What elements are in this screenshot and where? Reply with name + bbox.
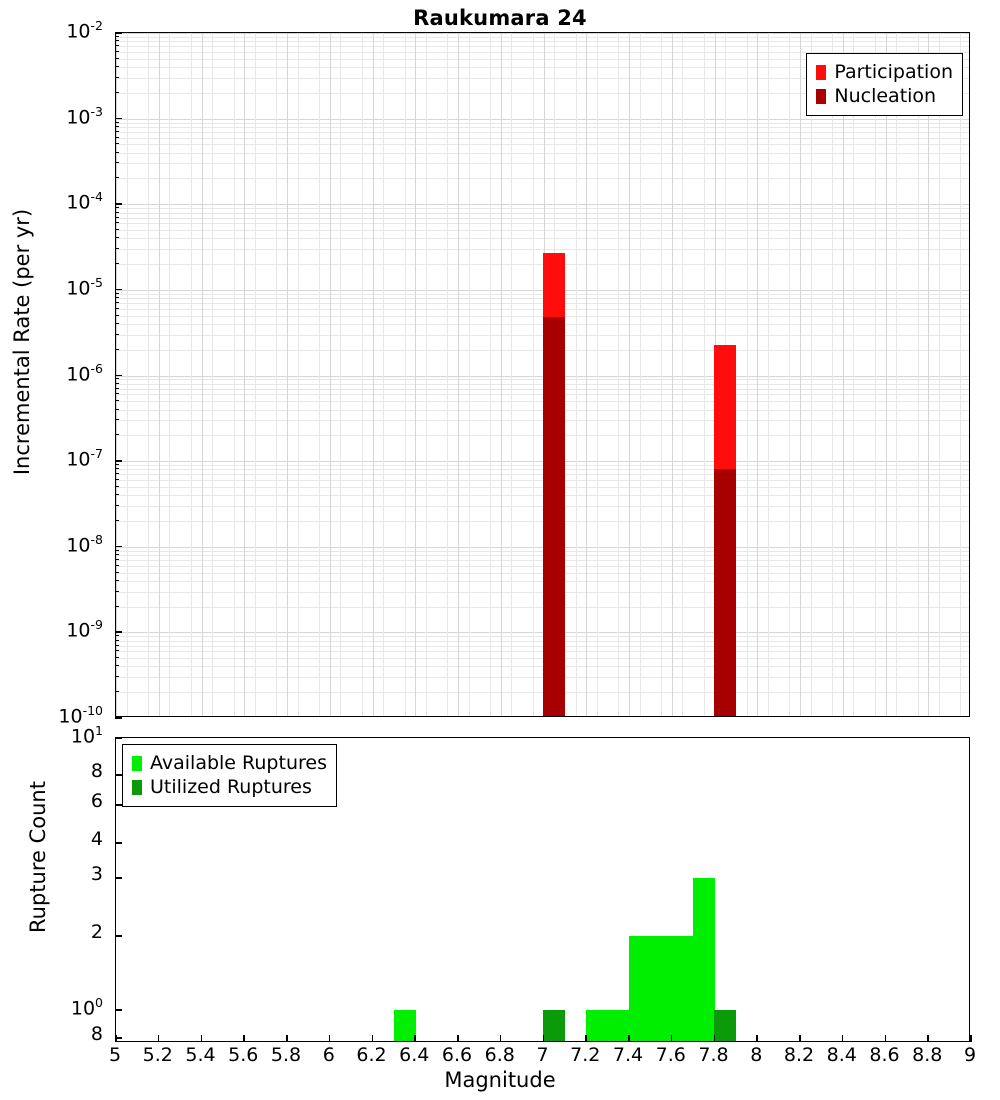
gridline [234, 33, 235, 716]
x-tick-label: 7.8 [698, 1044, 729, 1066]
y-tick-mark [115, 289, 122, 291]
y-tick-mark-minor [115, 51, 119, 52]
gridline [875, 33, 876, 716]
gridline [704, 33, 705, 716]
y-tick-mark-minor [115, 645, 119, 646]
bar-utilized-ruptures [714, 1010, 736, 1042]
x-tick-label: 5 [108, 1044, 122, 1066]
x-tick-mark [970, 1035, 972, 1042]
y-tick-mark [115, 631, 122, 633]
y-tick-mark-minor [115, 559, 119, 560]
gridline [832, 33, 833, 716]
y-tick-mark-minor [115, 650, 119, 651]
y-tick-mark-minor [115, 137, 119, 138]
gridline [340, 33, 341, 716]
x-tick-mark [585, 1035, 587, 1042]
y-tick-label-top: $10^{-10}$ [58, 703, 103, 728]
y-tick-mark-minor [115, 494, 119, 495]
y-tick-label-bottom: 8 [90, 1023, 103, 1045]
y-tick-mark-minor [115, 302, 119, 303]
y-tick-label-bottom: 2 [90, 921, 103, 943]
gridline [747, 33, 748, 716]
legend-swatch-nucleation [816, 89, 826, 104]
gridline [469, 33, 470, 716]
y-tick-mark-minor [115, 572, 119, 573]
y-tick-mark [115, 774, 122, 776]
y-tick-mark-minor [115, 323, 119, 324]
x-tick-mark [286, 1035, 288, 1042]
y-tick-mark-minor [115, 464, 119, 465]
legend-label-available-ruptures: Available Ruptures [150, 752, 327, 774]
y-tick-mark-minor [115, 657, 119, 658]
y-tick-mark [115, 460, 122, 462]
x-tick-mark [628, 1035, 630, 1042]
y-tick-mark-minor [115, 468, 119, 469]
gridline [276, 33, 277, 716]
legend-label-utilized-ruptures: Utilized Ruptures [150, 776, 312, 798]
legend-item-nucleation [816, 84, 953, 108]
gridline [490, 33, 491, 716]
x-tick-mark [714, 1035, 716, 1042]
y-tick-mark-minor [115, 520, 119, 521]
y-tick-mark-minor [115, 297, 119, 298]
x-tick-label: 8 [750, 1044, 763, 1066]
y-tick-mark [115, 935, 122, 937]
gridline [447, 33, 448, 716]
gridline [960, 33, 961, 716]
y-tick-mark-minor [115, 383, 119, 384]
y-tick-mark-minor [115, 349, 119, 350]
y-tick-mark-minor [115, 409, 119, 410]
gridline [287, 33, 288, 716]
x-tick-label: 9 [963, 1044, 977, 1066]
x-tick-mark [799, 1035, 801, 1042]
gridline [533, 33, 534, 716]
legend-label-nucleation: Nucleation [834, 85, 937, 107]
y-tick-mark-minor [115, 36, 119, 37]
y-tick-mark [115, 842, 122, 844]
x-tick-mark [927, 1035, 929, 1042]
y-tick-label-bottom: 3 [90, 863, 103, 885]
gridline [928, 33, 929, 716]
x-tick-label: 7.2 [570, 1044, 601, 1066]
y-tick-mark-minor [115, 177, 119, 178]
y-tick-mark-minor [115, 162, 119, 163]
y-tick-mark-minor [115, 388, 119, 389]
x-tick-mark [115, 1035, 117, 1042]
y-tick-mark-minor [115, 131, 119, 132]
x-tick-label: 6.4 [399, 1044, 430, 1066]
gridline [640, 33, 641, 716]
y-tick-mark-minor [115, 550, 119, 551]
gridline [886, 33, 887, 716]
y-tick-mark-minor [115, 640, 119, 641]
x-tick-label: 5.2 [142, 1044, 173, 1066]
y-tick-label-bottom: 8 [90, 760, 103, 782]
gridline [576, 33, 577, 716]
gridline [319, 33, 320, 716]
y-tick-mark [115, 877, 122, 879]
bar-available-ruptures [629, 936, 651, 1042]
legend-rate [806, 53, 963, 116]
gridline [853, 33, 854, 716]
legend-item-available-ruptures [132, 751, 327, 775]
gridline [362, 33, 363, 716]
gridline [682, 33, 683, 716]
y-tick-mark [115, 717, 122, 719]
x-tick-label: 6.8 [484, 1044, 515, 1066]
gridline [202, 33, 203, 716]
x-tick-label: 5.8 [270, 1044, 302, 1066]
y-tick-mark-minor [115, 126, 119, 127]
y-tick-mark-minor [115, 212, 119, 213]
gridline [415, 33, 416, 716]
y-tick-mark-minor [115, 229, 119, 230]
y-tick-mark [115, 32, 122, 34]
legend-label-participation: Participation [834, 61, 953, 83]
y-axis-label-bottom: Rupture Count [26, 781, 50, 933]
y-tick-mark [115, 203, 122, 205]
y-tick-mark-minor [115, 554, 119, 555]
gridline [896, 33, 897, 716]
bar-available-ruptures [394, 1010, 416, 1042]
y-tick-mark-minor [115, 152, 119, 153]
y-tick-label-top: $10^{-5}$ [66, 274, 103, 300]
y-tick-mark [115, 118, 122, 120]
y-axis-label-top: Incremental Rate (per yr) [10, 208, 34, 476]
x-tick-label: 8.8 [912, 1044, 943, 1066]
x-tick-mark [500, 1035, 502, 1042]
x-tick-mark [414, 1035, 416, 1042]
gridline [672, 33, 673, 716]
x-tick-label: 7.6 [655, 1044, 686, 1066]
x-tick-mark [158, 1035, 160, 1042]
y-tick-mark-minor [115, 606, 119, 607]
x-tick-label: 5.6 [228, 1044, 259, 1066]
gridline [330, 33, 331, 716]
gridline [169, 33, 170, 716]
x-tick-mark [842, 1035, 844, 1042]
gridline [405, 33, 406, 716]
y-tick-label-top: $10^{-6}$ [66, 360, 103, 385]
gridline [800, 33, 801, 716]
y-tick-label-top: $10^{-2}$ [66, 18, 103, 43]
y-tick-mark-minor [115, 580, 119, 581]
x-tick-mark [543, 1035, 545, 1042]
gridline [501, 33, 502, 716]
y-tick-mark-minor [115, 248, 119, 249]
bar-available-ruptures [650, 936, 672, 1042]
gridline [918, 33, 919, 716]
y-tick-mark [115, 804, 122, 806]
y-tick-label-top: $10^{-7}$ [66, 446, 103, 471]
bar-available-ruptures [586, 1010, 608, 1042]
gridline [811, 33, 812, 716]
y-tick-mark-minor [115, 143, 119, 144]
gridline [373, 33, 374, 716]
y-tick-mark-minor [115, 263, 119, 264]
y-tick-mark-minor [115, 308, 119, 309]
x-tick-mark [329, 1035, 331, 1042]
y-tick-mark-minor [115, 473, 119, 474]
gridline [458, 33, 459, 716]
y-tick-label-bottom: $10^0$ [70, 995, 103, 1020]
gridline [298, 33, 299, 716]
gridline [768, 33, 769, 716]
y-tick-mark-minor [115, 691, 119, 692]
x-tick-label: 6 [322, 1044, 335, 1066]
y-tick-label-bottom: 4 [90, 828, 103, 850]
legend-item-participation [816, 60, 953, 84]
y-tick-mark-minor [115, 635, 119, 636]
y-tick-mark-minor [115, 122, 119, 123]
y-tick-mark-minor [115, 66, 119, 67]
x-tick-label: 5.4 [185, 1044, 216, 1066]
y-tick-mark-minor [115, 400, 119, 401]
y-tick-mark-minor [115, 237, 119, 238]
x-tick-label: 8.6 [869, 1044, 900, 1066]
gridline [843, 33, 844, 716]
y-tick-mark-minor [115, 486, 119, 487]
legend-swatch-available-ruptures [132, 756, 142, 771]
gridline [661, 33, 662, 716]
gridline [939, 33, 940, 716]
legend-ruptures [122, 744, 337, 807]
gridline [212, 33, 213, 716]
y-tick-mark-minor [115, 676, 119, 677]
gridline [789, 33, 790, 716]
bar-nucleation [714, 469, 736, 717]
y-tick-label-top: $10^{-4}$ [66, 189, 103, 214]
gridline [127, 33, 128, 716]
gridline [586, 33, 587, 716]
y-tick-mark-minor [115, 393, 119, 394]
x-tick-mark [243, 1035, 245, 1042]
x-tick-mark [372, 1035, 374, 1042]
y-tick-mark [115, 1009, 122, 1011]
y-tick-mark-minor [115, 334, 119, 335]
y-tick-label-bottom: $10^1$ [70, 723, 103, 748]
y-tick-mark [115, 546, 122, 548]
gridline [511, 33, 512, 716]
y-tick-mark-minor [115, 77, 119, 78]
y-tick-mark-minor [115, 434, 119, 435]
x-tick-mark [201, 1035, 203, 1042]
incremental-rate-plot [115, 32, 970, 717]
x-tick-label: 8.4 [826, 1044, 857, 1066]
y-tick-mark-minor [115, 45, 119, 46]
y-tick-mark [115, 375, 122, 377]
y-tick-mark-minor [115, 293, 119, 294]
bar-nucleation [543, 317, 565, 717]
x-tick-label: 8.2 [783, 1044, 815, 1066]
x-tick-mark [885, 1035, 887, 1042]
gridline [244, 33, 245, 716]
x-tick-mark [457, 1035, 459, 1042]
y-tick-label-top: $10^{-3}$ [66, 103, 103, 128]
x-tick-label: 6.2 [356, 1044, 387, 1066]
y-tick-mark-minor [115, 315, 119, 316]
bar-utilized-ruptures [543, 1010, 565, 1042]
bar-available-ruptures [671, 936, 693, 1042]
y-tick-mark-minor [115, 40, 119, 41]
rupture-count-plot [115, 737, 970, 1042]
y-tick-mark-minor [115, 58, 119, 59]
y-tick-mark-minor [115, 505, 119, 506]
y-tick-mark-minor [115, 479, 119, 480]
x-tick-label: 6.6 [441, 1044, 473, 1066]
gridline [757, 33, 758, 716]
legend-item-utilized-ruptures [132, 775, 327, 799]
x-tick-mark [671, 1035, 673, 1042]
x-tick-label: 7.4 [612, 1044, 644, 1066]
y-tick-mark-minor [115, 217, 119, 218]
y-tick-mark-minor [115, 565, 119, 566]
gridline [191, 33, 192, 716]
y-tick-label-top: $10^{-9}$ [66, 617, 103, 642]
gridline [148, 33, 149, 716]
gridline [597, 33, 598, 716]
bar-available-ruptures [693, 878, 715, 1042]
legend-swatch-utilized-ruptures [132, 780, 142, 795]
y-tick-label-top: $10^{-8}$ [66, 531, 103, 557]
gridline [255, 33, 256, 716]
chart-title: Raukumara 24 [413, 6, 587, 30]
y-tick-mark-minor [115, 92, 119, 93]
y-tick-mark-minor [115, 419, 119, 420]
y-tick-mark-minor [115, 222, 119, 223]
gridline [426, 33, 427, 716]
gridline [629, 33, 630, 716]
x-tick-label: 7 [536, 1044, 549, 1066]
y-tick-label-bottom: 6 [90, 790, 103, 812]
gridline [618, 33, 619, 716]
y-tick-mark-minor [115, 207, 119, 208]
y-tick-mark [115, 737, 122, 739]
y-tick-mark-minor [115, 378, 119, 379]
x-tick-mark [756, 1035, 758, 1042]
y-tick-mark-minor [115, 591, 119, 592]
bar-available-ruptures [607, 1010, 629, 1042]
gridline [383, 33, 384, 716]
x-axis-label: Magnitude [444, 1068, 556, 1092]
legend-swatch-participation [816, 65, 826, 80]
y-tick-mark-minor [115, 665, 119, 666]
gridline [159, 33, 160, 716]
